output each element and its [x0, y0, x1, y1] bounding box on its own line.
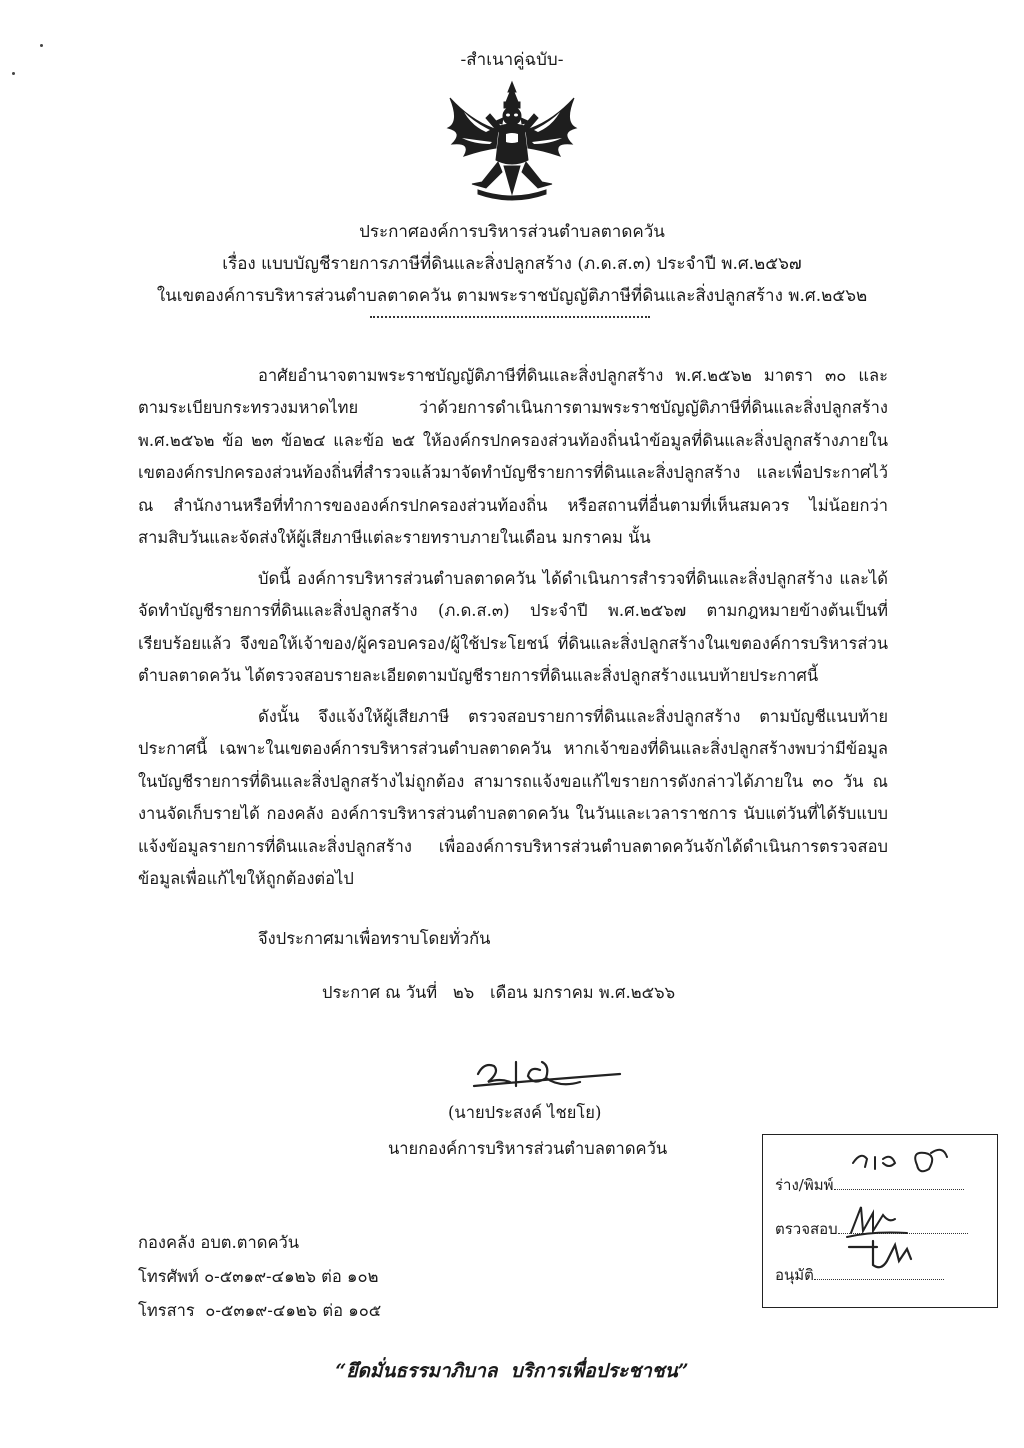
announcement-scope: ในเขตองค์การบริหารส่วนตำบลตาดควัน ตามพระราชบัญญัติภาษีที่ดินและสิ่งปลูกสร้าง พ.ศ.๒๕๖๒ — [156, 286, 868, 306]
signer-signature — [470, 1052, 630, 1102]
closing-statement: จึงประกาศมาเพื่อทราบโดยทั่วกัน — [258, 929, 491, 948]
body-paragraph-1: อาศัยอำนาจตามพระราชบัญญัติภาษีที่ดินและสิ่งปลูกสร้าง พ.ศ.๒๕๖๒ มาตรา ๓๐ และตามระเบียบกระทรวงมหาดไทย ว่าด้วยการดำเนินการตามพระราชบัญญัติภาษีที่ดินและสิ่งปลูกสร้าง พ.ศ.๒๕๖๒ ข้อ ๒๓ ข้อ๒๔ และข้อ ๒๕ ให้องค์กรปกครองส่วนท้องถิ่นนำข้อมูลที่ดินและสิ่งปลูกสร้างภายในเขตองค์กรปกครองส่วนท้องถิ่นที่สำรวจแล้วมาจัดทำบัญชีรายการที่ดินและสิ่งปลูกสร้าง และเพื่อประกาศไว้ ณ สำนักงานหรือที่ทำการขององค์กรปกครองส่วนท้องถิ่น หรือสถานที่อื่นตามที่เห็นสมควร ไม่น้อยกว่าสามสิบวันและจัดส่งให้ผู้เสียภาษีแต่ละรายทราบภายในเดือน มกราคม นั้น — [138, 366, 888, 548]
footer-slogan: “ยึดมั่นธรรมาภิบาล บริการเพื่อประชาชน” — [335, 1360, 689, 1382]
draft-label: ร่าง/พิมพ์ — [775, 1176, 834, 1194]
draft-dotted-line — [834, 1188, 964, 1190]
draft-initials — [847, 1141, 957, 1185]
approve-label: อนุมัติ — [775, 1266, 814, 1284]
signer-name: (นายประสงค์ ไชยโย) — [448, 1103, 602, 1122]
copy-mark: -สำเนาคู่ฉบับ- — [460, 50, 564, 70]
contact-phone: โทรศัพท์ ๐-๕๓๑๙-๔๑๒๖ ต่อ ๑๐๒ — [138, 1267, 379, 1286]
garuda-emblem — [442, 78, 582, 202]
announcement-title: ประกาศองค์การบริหารส่วนตำบลตาดควัน — [359, 222, 665, 242]
check-label: ตรวจสอบ — [775, 1220, 838, 1238]
contact-fax: โทรสาร ๐-๕๓๑๙-๔๑๒๖ ต่อ ๑๐๕ — [138, 1301, 382, 1320]
approve-initials — [847, 1231, 927, 1279]
announcement-date: ประกาศ ณ วันที่ ๒๖ เดือน มกราคม พ.ศ.๒๕๖๖ — [322, 983, 676, 1002]
contact-department: กองคลัง อบต.ตาดควัน — [138, 1233, 300, 1252]
approval-box — [762, 1134, 998, 1308]
announcement-subject: เรื่อง แบบบัญชีรายการภาษีที่ดินและสิ่งปลูกสร้าง (ภ.ด.ส.๓) ประจำปี พ.ศ.๒๕๖๗ — [222, 254, 802, 274]
body-paragraph-3: ดังนั้น จึงแจ้งให้ผู้เสียภาษี ตรวจสอบรายการที่ดินและสิ่งปลูกสร้าง ตามบัญชีแนบท้ายประกาศนี้ เฉพาะในเขตองค์การบริหารส่วนตำบลตาดควัน หากเจ้าของที่ดินและสิ่งปลูกสร้างพบว่ามีข้อมูลในบัญชีรายการที่ดินและสิ่งปลูกสร้างไม่ถูกต้อง สามารถแจ้งขอแก้ไขรายการดังกล่าวได้ภายใน ๓๐ วัน ณ งานจัดเก็บรายได้ กองคลัง องค์การบริหารส่วนตำบลตาดควัน ในวันและเวลาราชการ นับแต่วันที่ได้รับแบบแจ้งข้อมูลรายการที่ดินและสิ่งปลูกสร้าง เพื่อองค์การบริหารส่วนตำบลตาดควันจักได้ดำเนินการตรวจสอบข้อมูลเพื่อแก้ไขให้ถูกต้องต่อไป — [138, 707, 888, 889]
signer-position: นายกองค์การบริหารส่วนตำบลตาดควัน — [388, 1139, 668, 1158]
body-paragraph-2: บัดนี้ องค์การบริหารส่วนตำบลตาดควัน ได้ดำเนินการสำรวจที่ดินและสิ่งปลูกสร้าง และได้จัดทำบัญชีรายการที่ดินและสิ่งปลูกสร้าง (ภ.ด.ส.๓) ประจำปี พ.ศ.๒๕๖๗ ตามกฎหมายข้างต้นเป็นที่เรียบร้อยแล้ว จึงขอให้เจ้าของ/ผู้ครอบครอง/ผู้ใช้ประโยชน์ ที่ดินและสิ่งปลูกสร้างในเขตองค์การบริหารส่วนตำบลตาดควัน ได้ตรวจสอบรายละเอียดตามบัญชีรายการที่ดินและสิ่งปลูกสร้างแนบท้ายประกาศนี้ — [138, 569, 888, 686]
title-divider — [370, 316, 650, 318]
